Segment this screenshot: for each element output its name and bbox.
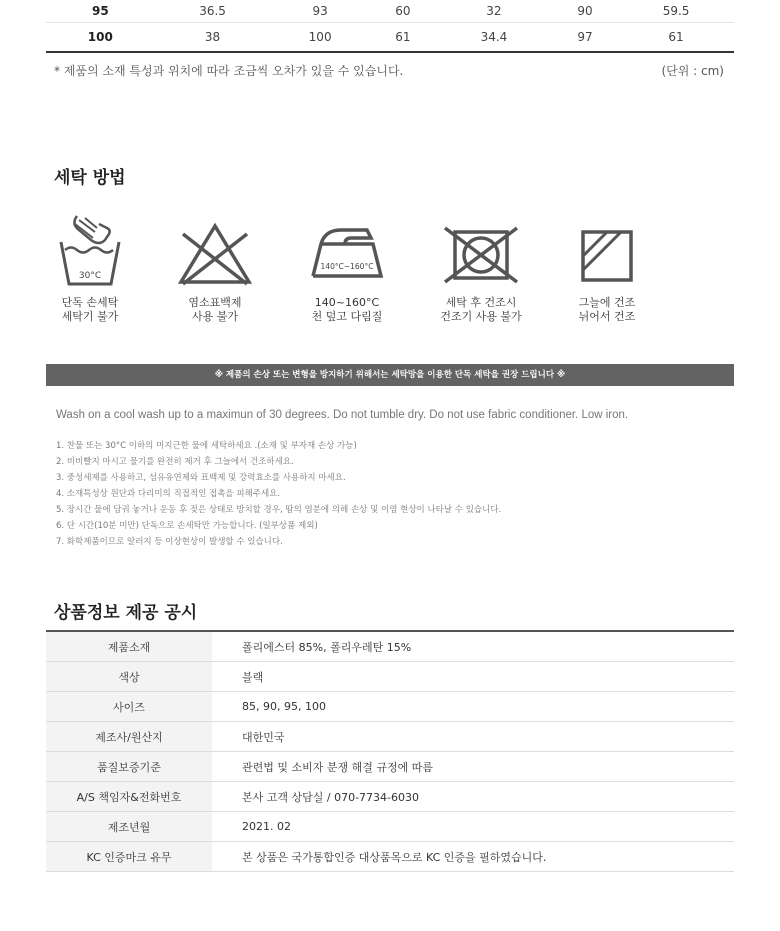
measure-cell: 90 [552, 0, 618, 23]
measure-cell: 61 [618, 23, 734, 53]
measure-cell: 93 [270, 0, 369, 23]
list-item: 6. 단 시간(10분 미만) 단독으로 손세탁만 가능합니다. (일부상품 제외) [56, 521, 318, 531]
table-row [46, 662, 734, 692]
list-item: 5. 장시간 물에 담궈 놓거나 운동 후 젖은 상태로 방치할 경우, 땀의 염분에 의해 손상 및 이염 현상이 나타날 수 있습니다. [56, 505, 502, 515]
measure-cell: 38 [155, 23, 271, 53]
info-value: 폴리에스터 85%, 폴리우레탄 15% [212, 631, 734, 662]
english-care-text: Wash on a cool wash up to a maximun of 30 degrees. Do not tumble dry. Do not use fabric conditioner. Low iron. [56, 409, 629, 421]
table-row [46, 722, 734, 752]
shade-dry-caption: 그늘에 건조 뉘어서 건조 [578, 296, 636, 323]
iron-caption: 140~160°C 천 덮고 다림질 [311, 296, 383, 323]
list-item: 3. 중성세제를 사용하고, 섬유유연제와 표백제 및 강력효소를 사용하지 마세요. [56, 473, 346, 483]
info-label: A/S 책임자&전화번호 [46, 782, 212, 812]
measure-cell: 100 [270, 23, 369, 53]
measure-cell: 59.5 [618, 0, 734, 23]
iron-item [287, 212, 407, 324]
product-info-title: 상품정보 제공 공시 [54, 603, 198, 623]
washing-title: 세탁 방법 [54, 168, 126, 188]
info-value: 블랙 [212, 662, 734, 692]
list-item: 4. 소재특성상 원단과 다리미의 직접적인 접촉을 피해주세요. [56, 489, 281, 499]
info-value: 관련법 및 소비자 분쟁 해결 규정에 따름 [212, 752, 734, 782]
table-row [46, 692, 734, 722]
measure-cell: 32 [436, 0, 552, 23]
measure-cell: 34.4 [436, 23, 552, 53]
iron-temp-label: 140°C~160°C [320, 262, 374, 271]
no-bleach-icon [175, 212, 255, 288]
info-value: 본 상품은 국가통합인증 대상품목으로 KC 인증을 필하였습니다. [212, 842, 734, 872]
size-table [46, 0, 734, 53]
hand-wash-item [30, 212, 150, 324]
unit-label: (단위 : cm) [661, 64, 724, 78]
size-cell: 95 [46, 0, 155, 23]
table-row [46, 842, 734, 872]
list-item: 7. 화학제품이므로 알러지 등 이상현상이 발생할 수 있습니다. [56, 537, 283, 547]
info-label: 색상 [46, 662, 212, 692]
product-info-table [46, 630, 734, 872]
no-tumble-dry-caption: 세탁 후 건조시 건조기 사용 불가 [440, 296, 522, 323]
temp-label: 30°C [78, 271, 102, 281]
table-row [46, 23, 734, 53]
size-cell: 100 [46, 23, 155, 53]
no-bleach-item [155, 212, 275, 324]
wash-net-banner: ※ 제품의 손상 또는 변형을 방지하기 위해서는 세탁망을 이용한 단독 세탁을 권장 드립니다 ※ [46, 364, 734, 386]
shade-dry-flat-icon [567, 212, 647, 288]
measure-cell: 61 [370, 23, 436, 53]
info-label: 제조사/원산지 [46, 722, 212, 752]
info-label: 제조년월 [46, 812, 212, 842]
list-item: 2. 비비빨지 마시고 물기를 완전히 제거 후 그늘에서 건조하세요. [56, 457, 294, 467]
hand-wash-caption: 단독 손세탁 세탁기 불가 [61, 296, 119, 323]
info-value: 본사 고객 상담실 / 070-7734-6030 [212, 782, 734, 812]
table-row [46, 752, 734, 782]
care-steps-list [56, 438, 501, 550]
no-tumble-dry-item [421, 212, 541, 324]
hand-wash-30-icon [55, 212, 125, 288]
info-label: 제품소재 [46, 631, 212, 662]
info-label: 사이즈 [46, 692, 212, 722]
size-note: * 제품의 소재 특성과 위치에 따라 조금씩 오차가 있을 수 있습니다. [54, 64, 404, 78]
info-label: 품질보증기준 [46, 752, 212, 782]
no-tumble-dry-icon [441, 212, 521, 288]
info-value: 대한민국 [212, 722, 734, 752]
measure-cell: 36.5 [155, 0, 271, 23]
iron-icon [307, 212, 387, 288]
table-row [46, 782, 734, 812]
table-row [46, 631, 734, 662]
info-value: 85, 90, 95, 100 [212, 692, 734, 722]
table-row [46, 812, 734, 842]
wash-icon-row [46, 212, 734, 332]
measure-cell: 97 [552, 23, 618, 53]
info-label: KC 인증마크 유무 [46, 842, 212, 872]
shade-dry-item [547, 212, 667, 324]
info-value: 2021. 02 [212, 812, 734, 842]
table-row [46, 0, 734, 23]
list-item: 1. 찬물 또는 30°C 이하의 미지근한 물에 세탁하세요 .(소재 및 부자재 손상 가능) [56, 441, 357, 451]
measure-cell: 60 [370, 0, 436, 23]
no-bleach-caption: 염소표백제 사용 불가 [188, 296, 242, 323]
